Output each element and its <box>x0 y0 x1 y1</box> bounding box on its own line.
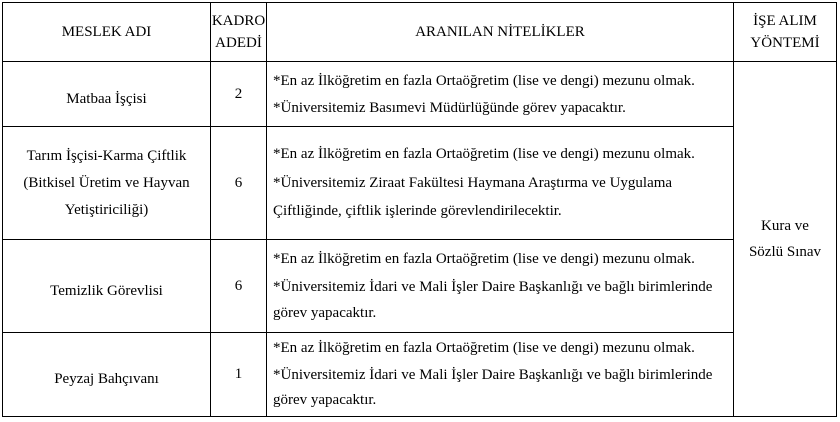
profession-name: Matbaa İşçisi <box>66 90 147 107</box>
hiring-method: Kura ve Sözlü Sınav <box>748 218 822 260</box>
header-profession-name: MESLEK ADI <box>3 3 211 62</box>
hiring-method-cell <box>734 62 837 417</box>
requirement-line: *Üniversitemiz Basımevi Müdürlüğünde görev yapacaktır. <box>273 99 626 116</box>
header-count-line2: ADEDİ <box>215 35 262 51</box>
requirement-line: *En az İlköğretim en fazla Ortaöğretim (lise ve dengi) mezunu olmak. <box>273 250 695 267</box>
requirements-cell <box>267 333 734 417</box>
requirement-line: *Üniversitemiz İdari ve Mali İşler Daire Başkanlığı ve bağlı birimlerinde görev yapacaktır. <box>273 278 713 321</box>
requirement-line: *En az İlköğretim en fazla Ortaöğretim (lise ve dengi) mezunu olmak. <box>273 340 695 356</box>
header-method-line1: İŞE ALIM <box>753 13 817 29</box>
profession-name-cell <box>3 127 211 240</box>
requirements-cell <box>267 240 734 333</box>
profession-name: Tarım İşçisi-Karma Çiftlik (Bitkisel Üretim ve Hayvan Yetiştiriciliği) <box>23 147 190 218</box>
header-requirements: ARANILAN NİTELİKLER <box>267 3 734 62</box>
header-method-line2: YÖNTEMİ <box>750 35 820 51</box>
table-row <box>3 127 837 240</box>
profession-name: Peyzaj Bahçıvanı <box>54 371 159 387</box>
profession-name: Temizlik Görevlisi <box>50 282 163 299</box>
requirement-line: *Üniversitemiz Ziraat Fakültesi Haymana Araştırma ve Uygulama Çiftliğinde, çiftlik işlerinde görevlendirilecektir. <box>273 174 673 219</box>
requirements-cell <box>267 62 734 127</box>
profession-name-cell <box>3 62 211 127</box>
requirement-line: *En az İlköğretim en fazla Ortaöğretim (lise ve dengi) mezunu olmak. <box>273 145 695 162</box>
table-row <box>3 62 837 127</box>
header-hiring-method <box>734 3 837 62</box>
requirements-cell <box>267 127 734 240</box>
position-count-cell: 1 <box>211 333 267 417</box>
table-row <box>3 240 837 333</box>
position-count-cell: 2 <box>211 62 267 127</box>
profession-name-cell <box>3 333 211 417</box>
requirement-line: *Üniversitemiz İdari ve Mali İşler Daire Başkanlığı ve bağlı birimlerinde görev yapacaktır. <box>273 367 713 408</box>
position-count-cell: 6 <box>211 240 267 333</box>
recruitment-table <box>2 2 837 417</box>
header-row <box>3 3 837 62</box>
profession-name-cell <box>3 240 211 333</box>
requirement-line: *En az İlköğretim en fazla Ortaöğretim (lise ve dengi) mezunu olmak. <box>273 72 695 89</box>
header-count-line1: KADRO <box>211 13 266 29</box>
header-position-count <box>211 3 267 62</box>
table-row <box>3 333 837 417</box>
position-count-cell: 6 <box>211 127 267 240</box>
